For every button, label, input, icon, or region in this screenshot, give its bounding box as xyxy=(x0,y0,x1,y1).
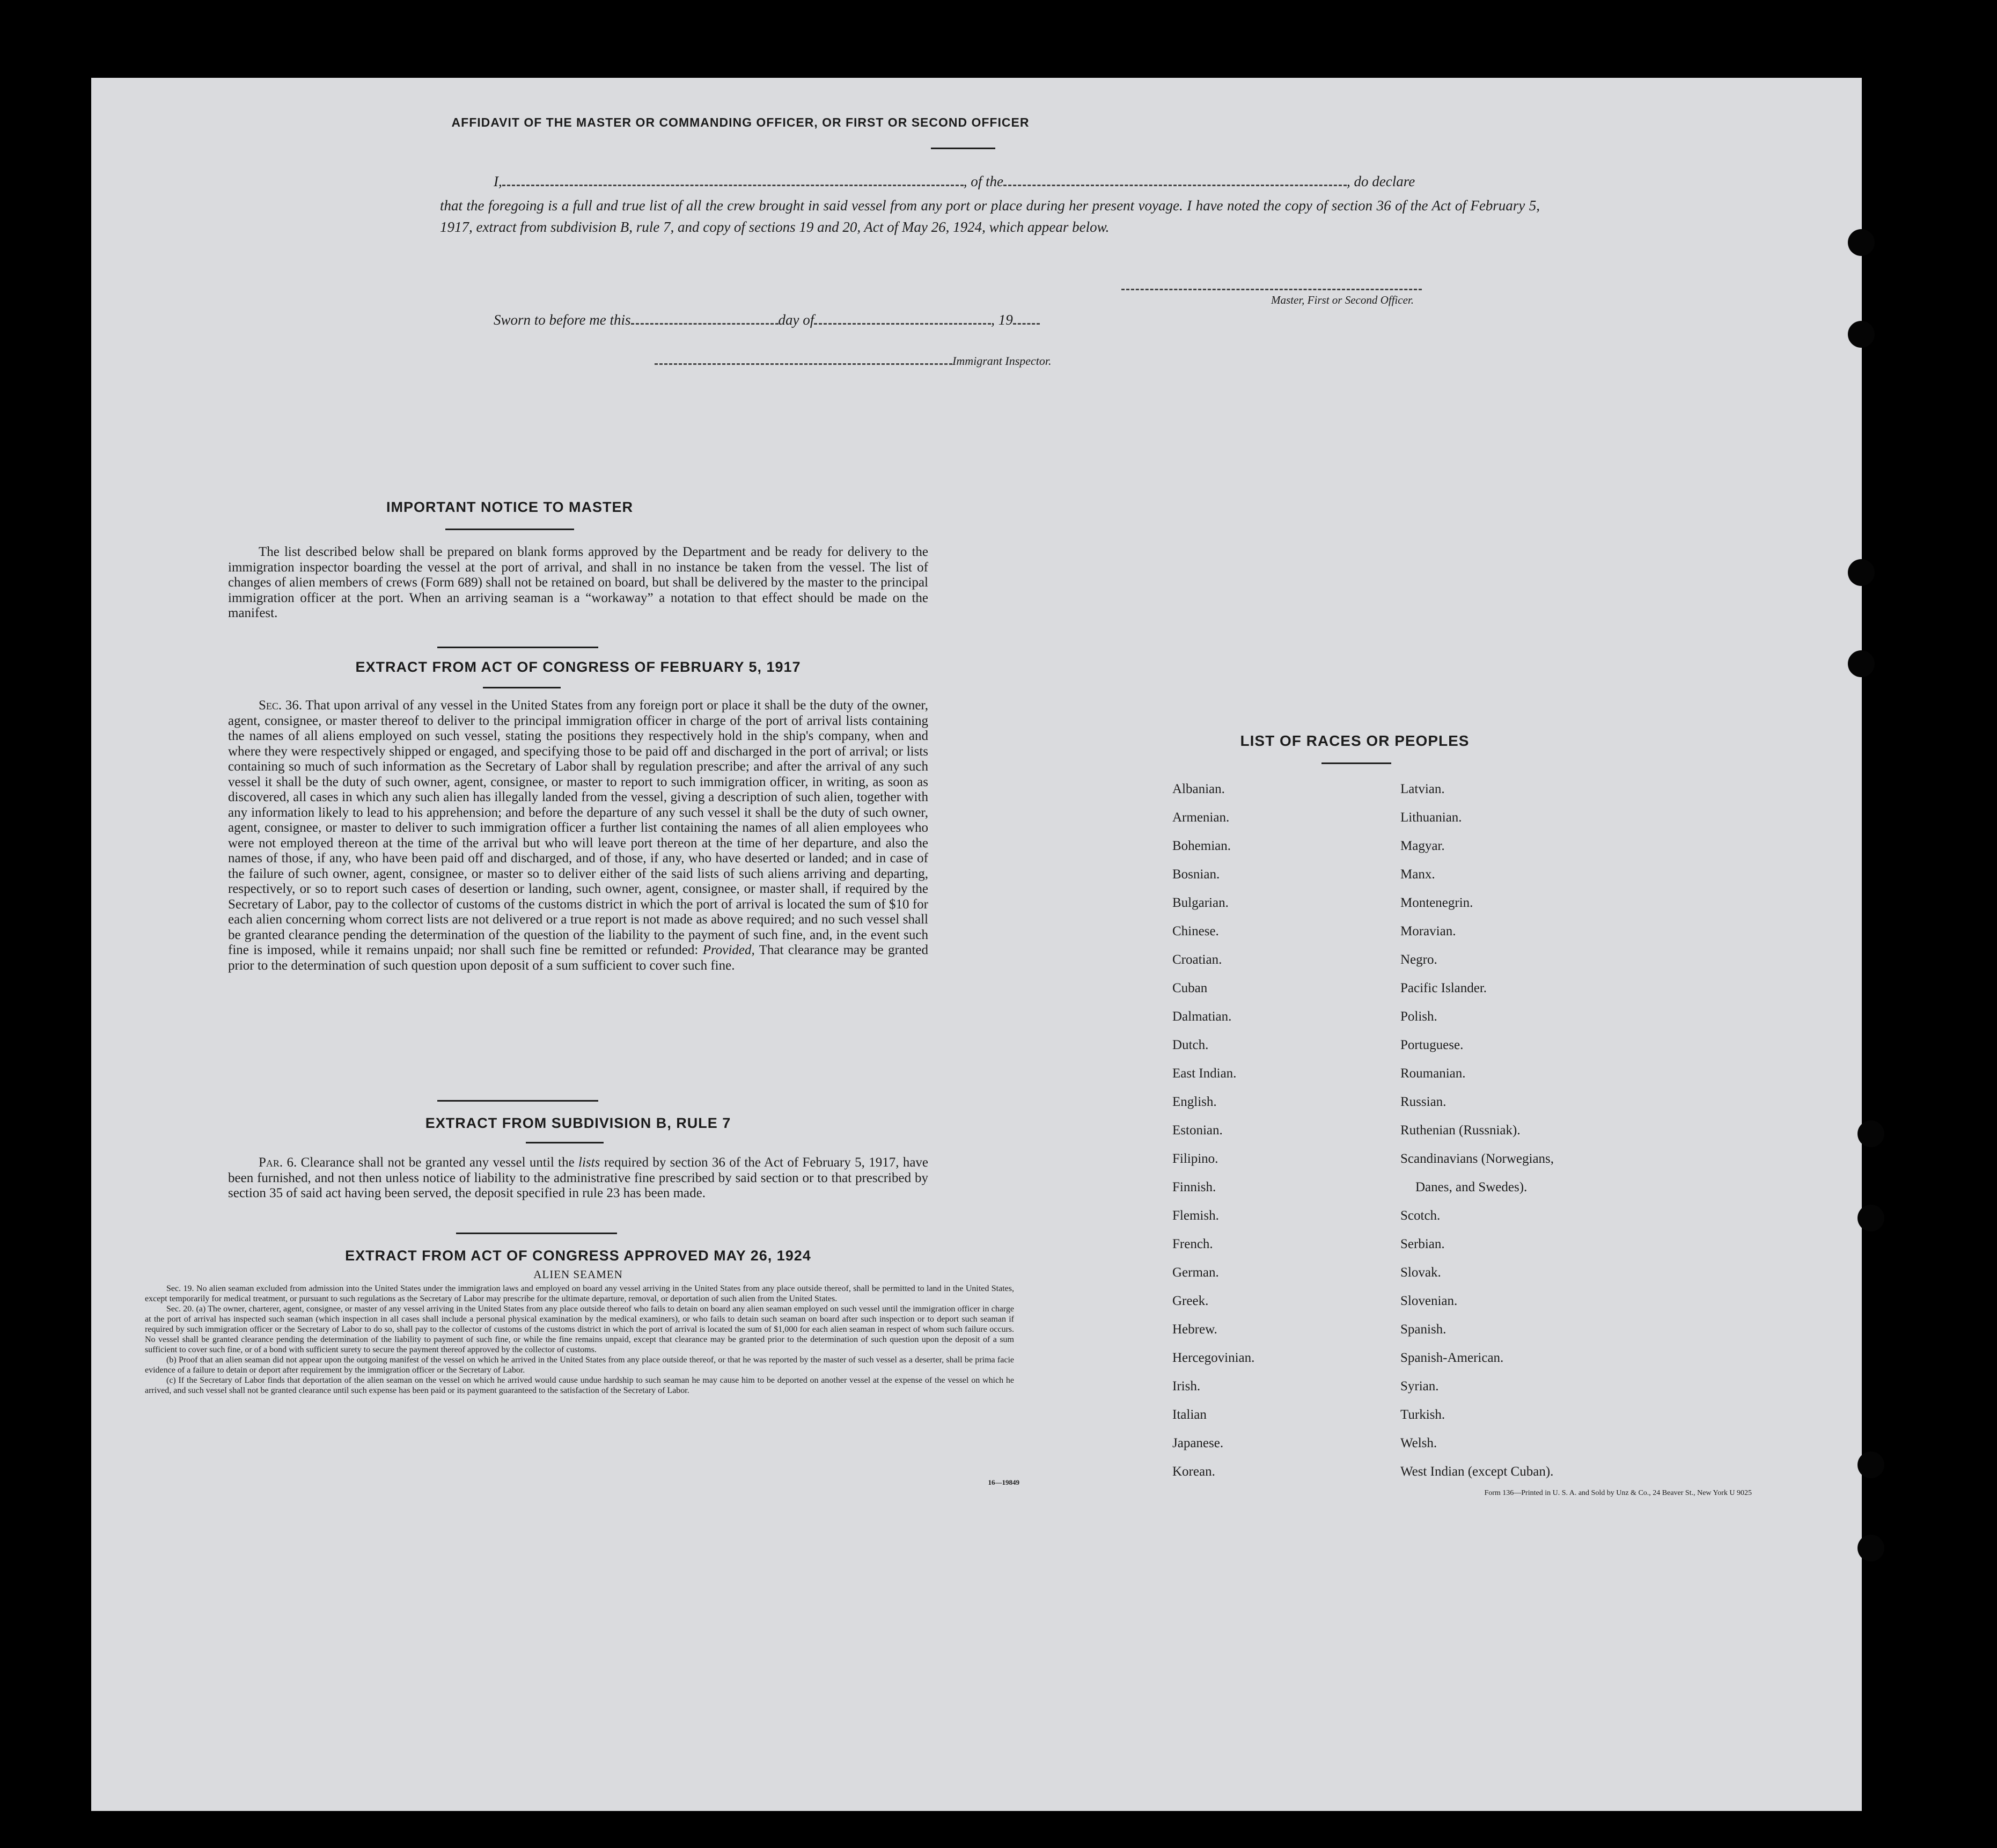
race-left: Cuban xyxy=(1172,981,1208,995)
race-right: Magyar. xyxy=(1400,839,1445,853)
race-left: Filipino. xyxy=(1172,1152,1218,1166)
races-row xyxy=(1172,839,1630,867)
rule7-rule xyxy=(526,1142,604,1143)
inspector-line xyxy=(655,354,1052,368)
race-right: Spanish. xyxy=(1400,1322,1447,1337)
act1924-code: 16—19849 xyxy=(988,1478,1019,1486)
race-right: Moravian. xyxy=(1400,924,1456,938)
inspector-signature-blank[interactable] xyxy=(655,363,952,365)
race-left: Hebrew. xyxy=(1172,1322,1217,1337)
races-row xyxy=(1172,1379,1630,1407)
act1917-rule xyxy=(483,687,561,688)
race-left: Korean. xyxy=(1172,1464,1215,1479)
race-left: Japanese. xyxy=(1172,1436,1224,1450)
races-row xyxy=(1172,1123,1630,1152)
race-left: Irish. xyxy=(1172,1379,1201,1394)
punch-hole xyxy=(1848,229,1875,256)
rule7-body-b: required by section 36 of the Act of February 5, 1917, have been furnished, and not then unless notice of liability to the administrative fine prescribed by said section or to that prescribed by section 35 of said act having been served, the deposit specified in rule 23 has been made. xyxy=(228,1155,929,1200)
form-page xyxy=(91,78,1862,1811)
act1924-text xyxy=(145,1284,1014,1396)
year-label: , 19 xyxy=(991,312,1013,328)
act1917-top-rule xyxy=(437,647,598,648)
races-row xyxy=(1172,1322,1630,1351)
race-right: Lithuanian. xyxy=(1400,810,1462,825)
punch-hole xyxy=(1857,1451,1884,1478)
do-declare-label: , do declare xyxy=(1347,173,1415,189)
sworn-year-blank[interactable] xyxy=(1013,323,1040,325)
race-left: Estonian. xyxy=(1172,1123,1223,1138)
rule7-par: Par. 6. xyxy=(259,1155,297,1170)
race-left: Albanian. xyxy=(1172,782,1225,796)
race-right: Scandinavians (Norwegians, xyxy=(1400,1152,1554,1166)
race-right: Ruthenian (Russniak). xyxy=(1400,1123,1521,1138)
race-right: Pacific Islander. xyxy=(1400,981,1487,995)
race-left: German. xyxy=(1172,1265,1219,1280)
act1924-top-rule xyxy=(456,1233,617,1234)
rule7-top-rule xyxy=(437,1100,598,1102)
race-left: Armenian. xyxy=(1172,810,1230,825)
races-row xyxy=(1172,896,1630,924)
affidavit-title: AFFIDAVIT OF THE MASTER OR COMMANDING OFFICER, OR FIRST OR SECOND OFFICER xyxy=(451,115,1030,129)
race-right: Portuguese. xyxy=(1400,1038,1464,1052)
sworn-month-blank[interactable] xyxy=(814,323,991,325)
act1924-subtitle: ALIEN SEAMEN xyxy=(533,1268,623,1281)
races-row xyxy=(1172,1038,1630,1066)
race-right: Russian. xyxy=(1400,1095,1447,1109)
act1924-sec19: Sec. 19. No alien seaman excluded from admission into the United States under the immigration laws and employed on board any vessel arriving in the United States from any place outside thereof, shall be permitted to land in the United States, except temporarily for medical treatment, or pursuant to such regulations as the Secretary of Labor may prescribe for the ultimate departure, removal, or deportation of such alien from the United States. xyxy=(145,1284,1014,1303)
race-left: Finnish. xyxy=(1172,1180,1216,1194)
races-row xyxy=(1172,810,1630,839)
race-left: Bosnian. xyxy=(1172,867,1220,882)
races-row xyxy=(1172,1208,1630,1237)
master-signature-label: Master, First or Second Officer. xyxy=(1271,294,1414,306)
notice-rule xyxy=(445,529,574,530)
race-right: Polish. xyxy=(1400,1009,1437,1024)
race-right: Spanish-American. xyxy=(1400,1351,1504,1365)
race-left: Bohemian. xyxy=(1172,839,1231,853)
race-right: West Indian (except Cuban). xyxy=(1400,1464,1554,1479)
races-title: LIST OF RACES OR PEOPLES xyxy=(1240,732,1470,749)
act1917-body: That upon arrival of any vessel in the United States from any foreign port or place it shall be the duty of the owner, agent, consignee, or master thereof to deliver to the principal immigration officer in charge of the port of arrival lists containing the names of all aliens employed on such vessel, stating the positions they respectively hold in the ship's company, when and where they were respectively shipped or engaged, and specifying those to be paid off and discharged in the port of arrival; or lists containing so much of such information as the Secretary of Labor shall by regulation prescribe; and after the arrival of any such vessel it shall be the duty of such owner, agent, consignee, or master to report to such immigration officer, in writing, as soon as discovered, all cases in which any such alien has illegally landed from the vessel, giving a description of such alien, together with any information likely to lead to his apprehension; and before the departure of any such vessel it shall be the duty of such owner, agent, consignee, or master to deliver to such immigration officer a further list containing the names of all alien employees who were not employed thereon at the time of the arrival but who will leave port thereon at the time of her departure, and also the names of those, if any, who have been paid off and discharged, and of those, if any, who have deserted or landed; and in case of the failure of such owner, agent, consignee, or master so to deliver either of the said lists of such aliens arriving and departing, respectively, or so to report such cases of desertion or landing, such owner, agent, consignee, or master shall, if required by the Secretary of Labor, pay to the collector of customs of the customs district in which the port of arrival is located the sum of $10 for each alien concerning whom correct lists are not delivered or a true report is not made as above required; and no such vessel shall be granted clearance pending the determination of the question of the liability to the payment of such fine, and, in the event such fine is imposed, while it remains unpaid; nor shall such fine be remitted or refunded: xyxy=(228,698,929,957)
act1924-sec20c: (c) If the Secretary of Labor finds that deportation of the alien seaman on the vessel on which he arrived would cause undue hardship to such seaman he may cause him to be deported on another vessel at the expense of the vessel on which he arrived, and such vessel shall not be granted clearance until such expense has been paid or its payment guaranteed to the satisfaction of the Secretary of Labor. xyxy=(145,1376,1014,1395)
race-right: Serbian. xyxy=(1400,1237,1445,1251)
races-row xyxy=(1172,1265,1630,1294)
act1924-sec20a: Sec. 20. (a) The owner, charterer, agent, consignee, or master of any vessel arriving in the United States from any place outside thereof who fails to detain on board any alien seaman employed on such vessel until the immigration officer in charge at the port of arrival has inspected such seaman (which inspection in all cases shall include a personal physical examination by the medical examiners), or who fails to detain such seaman on board after such inspection or to deport such seaman if required by such immigration officer or the Secretary of Labor to do so, shall pay to the collector of customs of the customs district in which the port of arrival is located the sum of $1,000 for each alien seaman in respect of whom such failure occurs. No vessel shall be granted clearance pending the determination of the liability to payment of such fine, or while the fine remains unpaid, except that clearance may be granted prior to the determination of such question upon the deposit of a sum sufficient to cover such fine, or of a bond with sufficient surety to secure the payment thereof approved by the collector of customs. xyxy=(145,1304,1014,1354)
of-the-label: , of the xyxy=(963,173,1003,189)
punch-hole xyxy=(1848,559,1875,586)
race-left: Greek. xyxy=(1172,1294,1209,1308)
races-row xyxy=(1172,782,1630,810)
races-row xyxy=(1172,924,1630,952)
race-right: Danes, and Swedes). xyxy=(1415,1180,1528,1194)
race-left: Bulgarian. xyxy=(1172,896,1229,910)
races-row xyxy=(1172,1294,1630,1322)
race-left: Dutch. xyxy=(1172,1038,1209,1052)
race-right: Manx. xyxy=(1400,867,1435,882)
race-right: Roumanian. xyxy=(1400,1066,1466,1081)
race-right: Slovak. xyxy=(1400,1265,1441,1280)
race-right: Montenegrin. xyxy=(1400,896,1473,910)
rule7-text xyxy=(228,1155,928,1201)
race-left: Dalmatian. xyxy=(1172,1009,1232,1024)
races-row xyxy=(1172,1407,1630,1436)
races-row xyxy=(1172,981,1630,1009)
races-row xyxy=(1172,1237,1630,1265)
act1924-title: EXTRACT FROM ACT OF CONGRESS APPROVED MAY 26, 1924 xyxy=(345,1248,811,1264)
race-right: Welsh. xyxy=(1400,1436,1437,1450)
act1917-provided: Provided, xyxy=(702,943,755,957)
sworn-line xyxy=(494,312,1040,328)
name-blank[interactable] xyxy=(502,185,964,186)
races-row xyxy=(1172,867,1630,896)
race-left: Hercegovinian. xyxy=(1172,1351,1255,1365)
act1917-sec: Sec. 36. xyxy=(259,698,303,713)
races-row xyxy=(1172,952,1630,981)
races-row xyxy=(1172,1009,1630,1038)
rule7-lists: lists xyxy=(578,1155,600,1170)
affidavit-title-rule xyxy=(931,148,995,149)
race-left: Croatian. xyxy=(1172,952,1222,967)
race-left: English. xyxy=(1172,1095,1217,1109)
i-label: I, xyxy=(494,173,502,189)
affidavit-declaration-line xyxy=(494,173,1545,190)
form-footer: Form 136—Printed in U. S. A. and Sold by Unz & Co., 24 Beaver St., New York U 9025 xyxy=(1484,1489,1752,1497)
race-right: Turkish. xyxy=(1400,1407,1445,1422)
race-right: Latvian. xyxy=(1400,782,1445,796)
vessel-blank[interactable] xyxy=(1003,185,1347,186)
inspector-label: Immigrant Inspector. xyxy=(952,354,1052,368)
races-row xyxy=(1172,1180,1630,1208)
punch-hole xyxy=(1848,650,1875,677)
act1917-title: EXTRACT FROM ACT OF CONGRESS OF FEBRUARY 5, 1917 xyxy=(355,659,801,675)
races-rule xyxy=(1321,762,1391,764)
race-left: Italian xyxy=(1172,1407,1207,1422)
race-right: Slovenian. xyxy=(1400,1294,1458,1308)
act1917-text xyxy=(228,698,928,973)
punch-hole xyxy=(1848,321,1875,348)
races-table xyxy=(1172,782,1630,1493)
races-row xyxy=(1172,1066,1630,1095)
sworn-day-blank[interactable] xyxy=(631,323,779,325)
punch-hole xyxy=(1857,1535,1884,1561)
races-row xyxy=(1172,1095,1630,1123)
race-right: Syrian. xyxy=(1400,1379,1439,1394)
race-left: Flemish. xyxy=(1172,1208,1219,1223)
sworn-label: Sworn to before me this xyxy=(494,312,631,328)
punch-hole xyxy=(1857,1120,1884,1147)
race-right: Scotch. xyxy=(1400,1208,1441,1223)
affidavit-statement: that the foregoing is a full and true list of all the crew brought in said vessel from any port or place during her present voyage. I have noted the copy of section 36 of the Act of February 5, 1917, extract from subdivision B, rule 7, and copy of sections 19 and 20, Act of May 26, 1924, which appear below. xyxy=(440,197,1540,235)
notice-title: IMPORTANT NOTICE TO MASTER xyxy=(386,499,633,515)
race-left: French. xyxy=(1172,1237,1213,1251)
race-left: East Indian. xyxy=(1172,1066,1237,1081)
day-of-label: day of xyxy=(778,312,814,328)
master-signature-line[interactable] xyxy=(1121,289,1422,290)
race-left: Chinese. xyxy=(1172,924,1219,938)
rule7-title: EXTRACT FROM SUBDIVISION B, RULE 7 xyxy=(425,1115,731,1131)
punch-hole xyxy=(1857,1205,1884,1231)
notice-text: The list described below shall be prepared on blank forms approved by the Department and be ready for delivery to the immigration inspector boarding the vessel at the port of arrival, and shall in no instance be taken from the vessel. The list of changes of alien members of crews (Form 689) shall not be retained on board, but shall be delivered by the master to the principal immigration officer at the port. When an arriving seaman is a “workaway” a notation to that effect should be made on the manifest. xyxy=(228,545,928,620)
act1917-body-end: That clearance may be granted prior to the determination of such question upon deposit of a sum sufficient to cover such fine. xyxy=(228,943,928,973)
races-row xyxy=(1172,1351,1630,1379)
race-right: Negro. xyxy=(1400,952,1437,967)
act1924-sec20b: (b) Proof that an alien seaman did not appear upon the outgoing manifest of the vessel on which he arrived in the United States from any place outside thereof, or that he was reported by the master of such vessel as a deserter, shall be prima facie evidence of a failure to detain or deport after requirement by the immigration officer or the Secretary of Labor. xyxy=(145,1355,1014,1375)
rule7-body-a: Clearance shall not be granted any vessel until the xyxy=(300,1155,575,1170)
races-row xyxy=(1172,1436,1630,1464)
races-row xyxy=(1172,1152,1630,1180)
